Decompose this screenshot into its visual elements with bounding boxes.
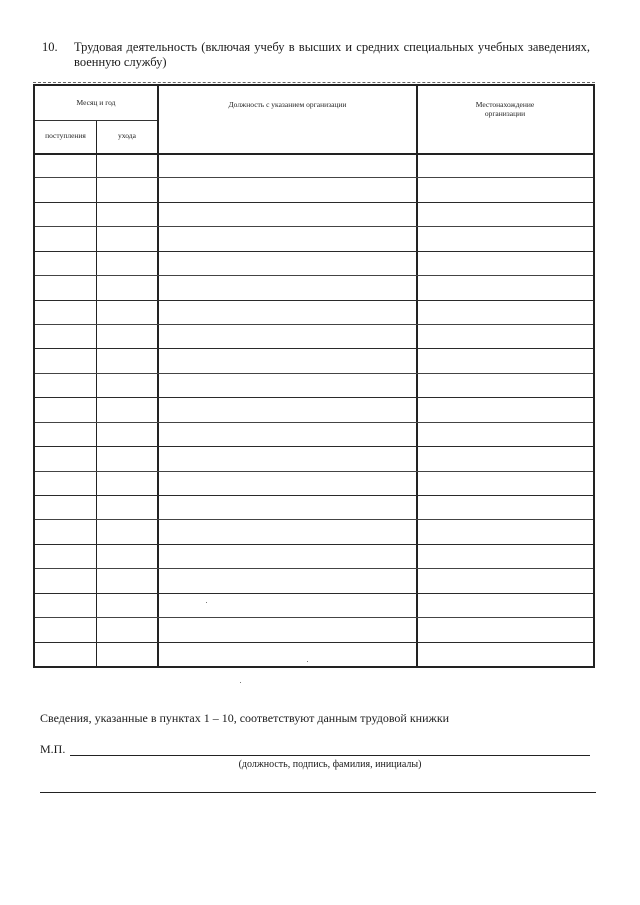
header-departure: ухода bbox=[118, 131, 136, 140]
table-row-rule bbox=[35, 251, 593, 252]
table-row-rule bbox=[35, 348, 593, 349]
table-row-rule bbox=[35, 275, 593, 276]
table-row-rule bbox=[35, 568, 593, 569]
table-row-rule bbox=[35, 397, 593, 398]
table-row-rule bbox=[35, 300, 593, 301]
header-position: Должность с указанием организации bbox=[228, 100, 347, 109]
work-history-table bbox=[33, 84, 595, 668]
signature-line bbox=[70, 755, 590, 756]
scan-speck bbox=[240, 682, 241, 683]
certification-statement: Сведения, указанные в пунктах 1 – 10, соответствуют данным трудовой книжки bbox=[40, 711, 450, 725]
header-bottom-rule bbox=[35, 153, 593, 155]
table-row-rule bbox=[35, 446, 593, 447]
header-month-year: Месяц и год bbox=[76, 98, 116, 107]
table-row-rule bbox=[35, 495, 593, 496]
section-title: Трудовая деятельность (включая учебу в высших и средних специальных учебных заведениях, военную службу) bbox=[74, 40, 590, 69]
table-row-rule bbox=[35, 617, 593, 618]
stamp-label: М.П. bbox=[40, 742, 66, 756]
table-row-rule bbox=[35, 544, 593, 545]
signature-caption: (должность, подпись, фамилия, инициалы) bbox=[238, 759, 422, 770]
section-number: 10. bbox=[42, 40, 58, 54]
column-divider-position bbox=[416, 86, 418, 666]
bottom-rule bbox=[40, 792, 596, 793]
scan-speck bbox=[206, 602, 207, 603]
table-row-rule bbox=[35, 471, 593, 472]
table-row-rule bbox=[35, 422, 593, 423]
section-heading bbox=[42, 40, 590, 70]
table-row-rule bbox=[35, 593, 593, 594]
column-divider-date bbox=[157, 86, 159, 666]
table-row-rule bbox=[35, 202, 593, 203]
header-subdivider bbox=[35, 120, 157, 121]
table-row-rule bbox=[35, 324, 593, 325]
header-admission: поступления bbox=[45, 131, 86, 140]
table-row-rule bbox=[35, 519, 593, 520]
scan-speck bbox=[307, 661, 308, 662]
table-top-dashed-rule bbox=[33, 82, 595, 83]
header-location: Местонахождение организации bbox=[475, 100, 535, 118]
table-row-rule bbox=[35, 373, 593, 374]
table-row-rule bbox=[35, 226, 593, 227]
table-row-rule bbox=[35, 642, 593, 643]
table-row-rule bbox=[35, 177, 593, 178]
